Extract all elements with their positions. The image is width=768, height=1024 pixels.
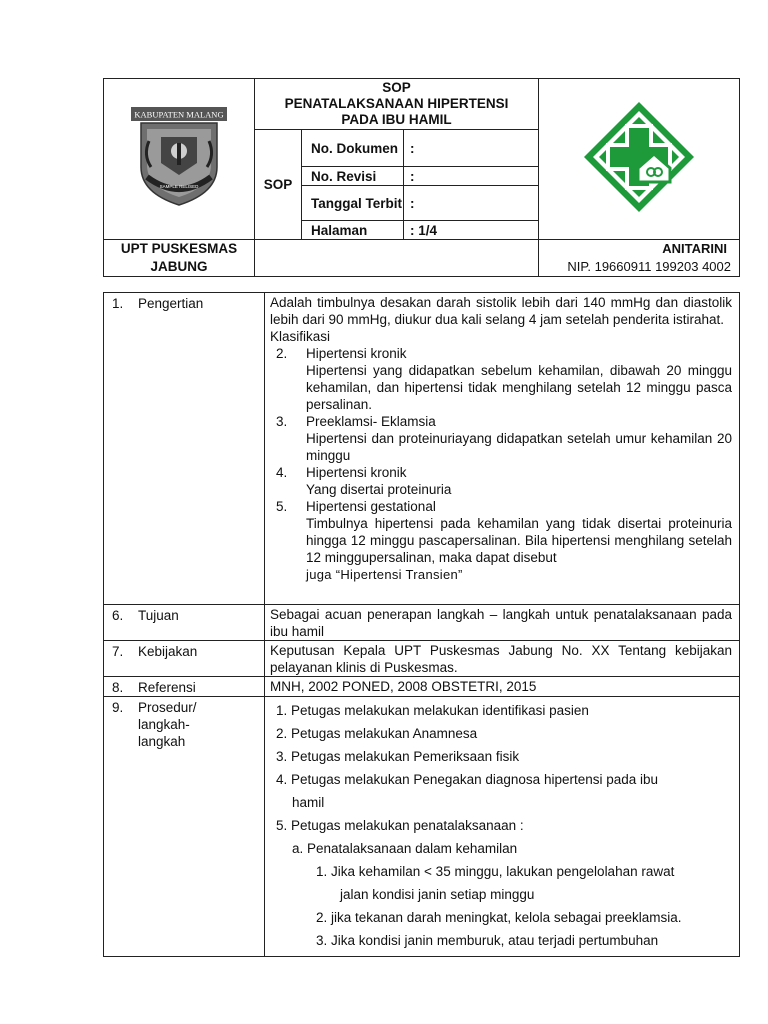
- signer-nip: NIP. 19660911 199203 4002: [567, 259, 731, 274]
- section-label-cell: [104, 697, 265, 957]
- section-referensi: [104, 677, 740, 697]
- section-label-cell: [104, 605, 265, 641]
- item-desc: Hipertensi dan proteinuriayang didapatkan setelah umur kehamilan 20 minggu: [306, 431, 732, 463]
- prosedur-steps: [265, 697, 740, 957]
- step-line: hamil: [292, 795, 325, 810]
- field-value-no-dokumen: :: [404, 130, 539, 167]
- signer-name: ANITARINI: [662, 241, 727, 256]
- logo-left-cell: [104, 79, 255, 240]
- list-item: 2. Hipertensi kronik Hipertensi yang didapatkan sebelum kehamilan, dibawah 20 minggu kehamilan, dan hipertensi tidak menghilang setelah 12 minggu pasca persalinan.: [276, 346, 732, 412]
- section-title: Kebijakan: [138, 644, 198, 659]
- section-number: 6.: [112, 608, 124, 623]
- section-label-cell: [104, 677, 265, 697]
- step-line: 5. Petugas melakukan penatalaksanaan :: [276, 818, 524, 833]
- item-desc: Yang disertai proteinuria: [306, 482, 452, 497]
- sop-header-table: [103, 78, 740, 277]
- klasifikasi-heading: Klasifikasi: [270, 329, 331, 344]
- sop-content-table: [103, 292, 740, 957]
- field-label-no-revisi: No. Revisi: [302, 167, 404, 186]
- step-line: 2. Petugas melakukan Anamnesa: [276, 726, 478, 741]
- emblem-banner-text: KABUPATEN MALANG: [134, 109, 224, 119]
- section-tujuan: [104, 605, 740, 641]
- signer-cell: [539, 240, 740, 277]
- field-value-no-revisi: :: [404, 167, 539, 186]
- section-number: 8.: [112, 680, 124, 695]
- section-title: Prosedur/ langkah- langkah: [138, 700, 197, 749]
- sop-title: [255, 79, 539, 130]
- list-item: 5. Hipertensi gestational Timbulnya hipertensi pada kehamilan yang tidak disertai proteinuria hingga 12 minggu pascapersalinan. Bila hipertensi menghilang setelah 12 minggupersalinan, maka dapat disebut juga “Hipertensi Transien”: [276, 499, 732, 582]
- title-line-sub: PADA IBU HAMIL: [341, 112, 452, 127]
- item-title: Hipertensi gestational: [306, 499, 436, 514]
- kebijakan-text: Keputusan Kepala UPT Puskesmas Jabung No. XX Tentang kebijakan pelayanan klinis di Puskesmas.: [265, 641, 740, 677]
- section-number: 7.: [112, 644, 124, 659]
- puskesmas-logo-icon: [580, 98, 698, 216]
- logo-right-cell: [539, 79, 740, 240]
- step-line: 1. Petugas melakukan melakukan identifikasi pasien: [276, 703, 589, 718]
- section-label-cell: [104, 293, 265, 605]
- step-line: 2. jika tekanan darah meningkat, kelola sebagai preeklamsia.: [316, 910, 682, 925]
- item-desc-last-line: juga “Hipertensi Transien”: [306, 567, 463, 582]
- title-line-sop: SOP: [382, 80, 411, 95]
- field-label-halaman: Halaman: [302, 221, 404, 240]
- sop-label-cell: SOP: [255, 130, 302, 240]
- section-pengertian: [104, 293, 740, 605]
- item-title: Hipertensi kronik: [306, 346, 407, 361]
- step-line: 3. Jika kondisi janin memburuk, atau terjadi pertumbuhan: [316, 933, 659, 948]
- org-name: UPT PUSKESMAS JABUNG: [104, 240, 255, 277]
- step-line: 1. Jika kehamilan < 35 minggu, lakukan pengelolahan rawat: [316, 864, 675, 879]
- blank-cell: [255, 240, 539, 277]
- section-label-cell: [104, 641, 265, 677]
- list-item: 4. Hipertensi kronik Yang disertai proteinuria: [276, 465, 452, 497]
- field-value-halaman: : 1/4: [404, 221, 539, 240]
- title-line-main: PENATALAKSANAAN HIPERTENSI: [284, 96, 509, 111]
- step-line: jalan kondisi janin setiap minggu: [340, 887, 535, 902]
- item-title: Hipertensi kronik: [306, 465, 407, 480]
- item-desc: Hipertensi yang didapatkan sebelum kehamilan, dibawah 20 minggu kehamilan, dan hipertensi tidak menghilang setelah 12 minggu pasca persalinan.: [306, 363, 732, 412]
- section-number: 9.: [112, 700, 124, 715]
- section-title: Tujuan: [138, 608, 179, 623]
- tujuan-text: Sebagai acuan penerapan langkah – langkah untuk penatalaksanaan pada ibu hamil: [265, 605, 740, 641]
- emblem-motto-text: SAMPLE RELISED: [159, 183, 199, 189]
- field-label-no-dokumen: No. Dokumen: [302, 130, 404, 167]
- section-number: 1.: [112, 296, 124, 311]
- item-title: Preeklamsi- Eklamsia: [306, 414, 436, 429]
- section-prosedur: [104, 697, 740, 957]
- step-line: 3. Petugas melakukan Pemeriksaan fisik: [276, 749, 520, 764]
- section-title: Pengertian: [138, 296, 204, 311]
- step-line: 4. Petugas melakukan Penegakan diagnosa hipertensi pada ibu: [276, 772, 659, 787]
- field-label-tanggal-terbit: Tanggal Terbit: [302, 186, 404, 221]
- list-item: 3. Preeklamsi- Eklamsia Hipertensi dan proteinuriayang didapatkan setelah umur kehamilan 20 minggu: [276, 414, 732, 463]
- field-value-tanggal-terbit: :: [404, 186, 539, 221]
- pengertian-text: [265, 293, 740, 605]
- pengertian-intro: Adalah timbulnya desakan darah sistolik lebih dari 140 mmHg dan diastolik lebih dari 90 mmHg, diukur dua kali selang 4 jam setelah penderita istirahat.: [270, 295, 732, 327]
- section-kebijakan: [104, 641, 740, 677]
- referensi-text: MNH, 2002 PONED, 2008 OBSTETRI, 2015: [265, 677, 740, 697]
- step-line: a. Penatalaksanaan dalam kehamilan: [292, 841, 518, 856]
- item-desc: Timbulnya hipertensi pada kehamilan yang tidak disertai proteinuria hingga 12 minggu pascapersalinan. Bila hipertensi menghilang setelah 12 minggupersalinan, maka dapat disebut: [306, 516, 732, 565]
- section-title: Referensi: [138, 680, 196, 695]
- kabupaten-malang-emblem-icon: [127, 105, 231, 209]
